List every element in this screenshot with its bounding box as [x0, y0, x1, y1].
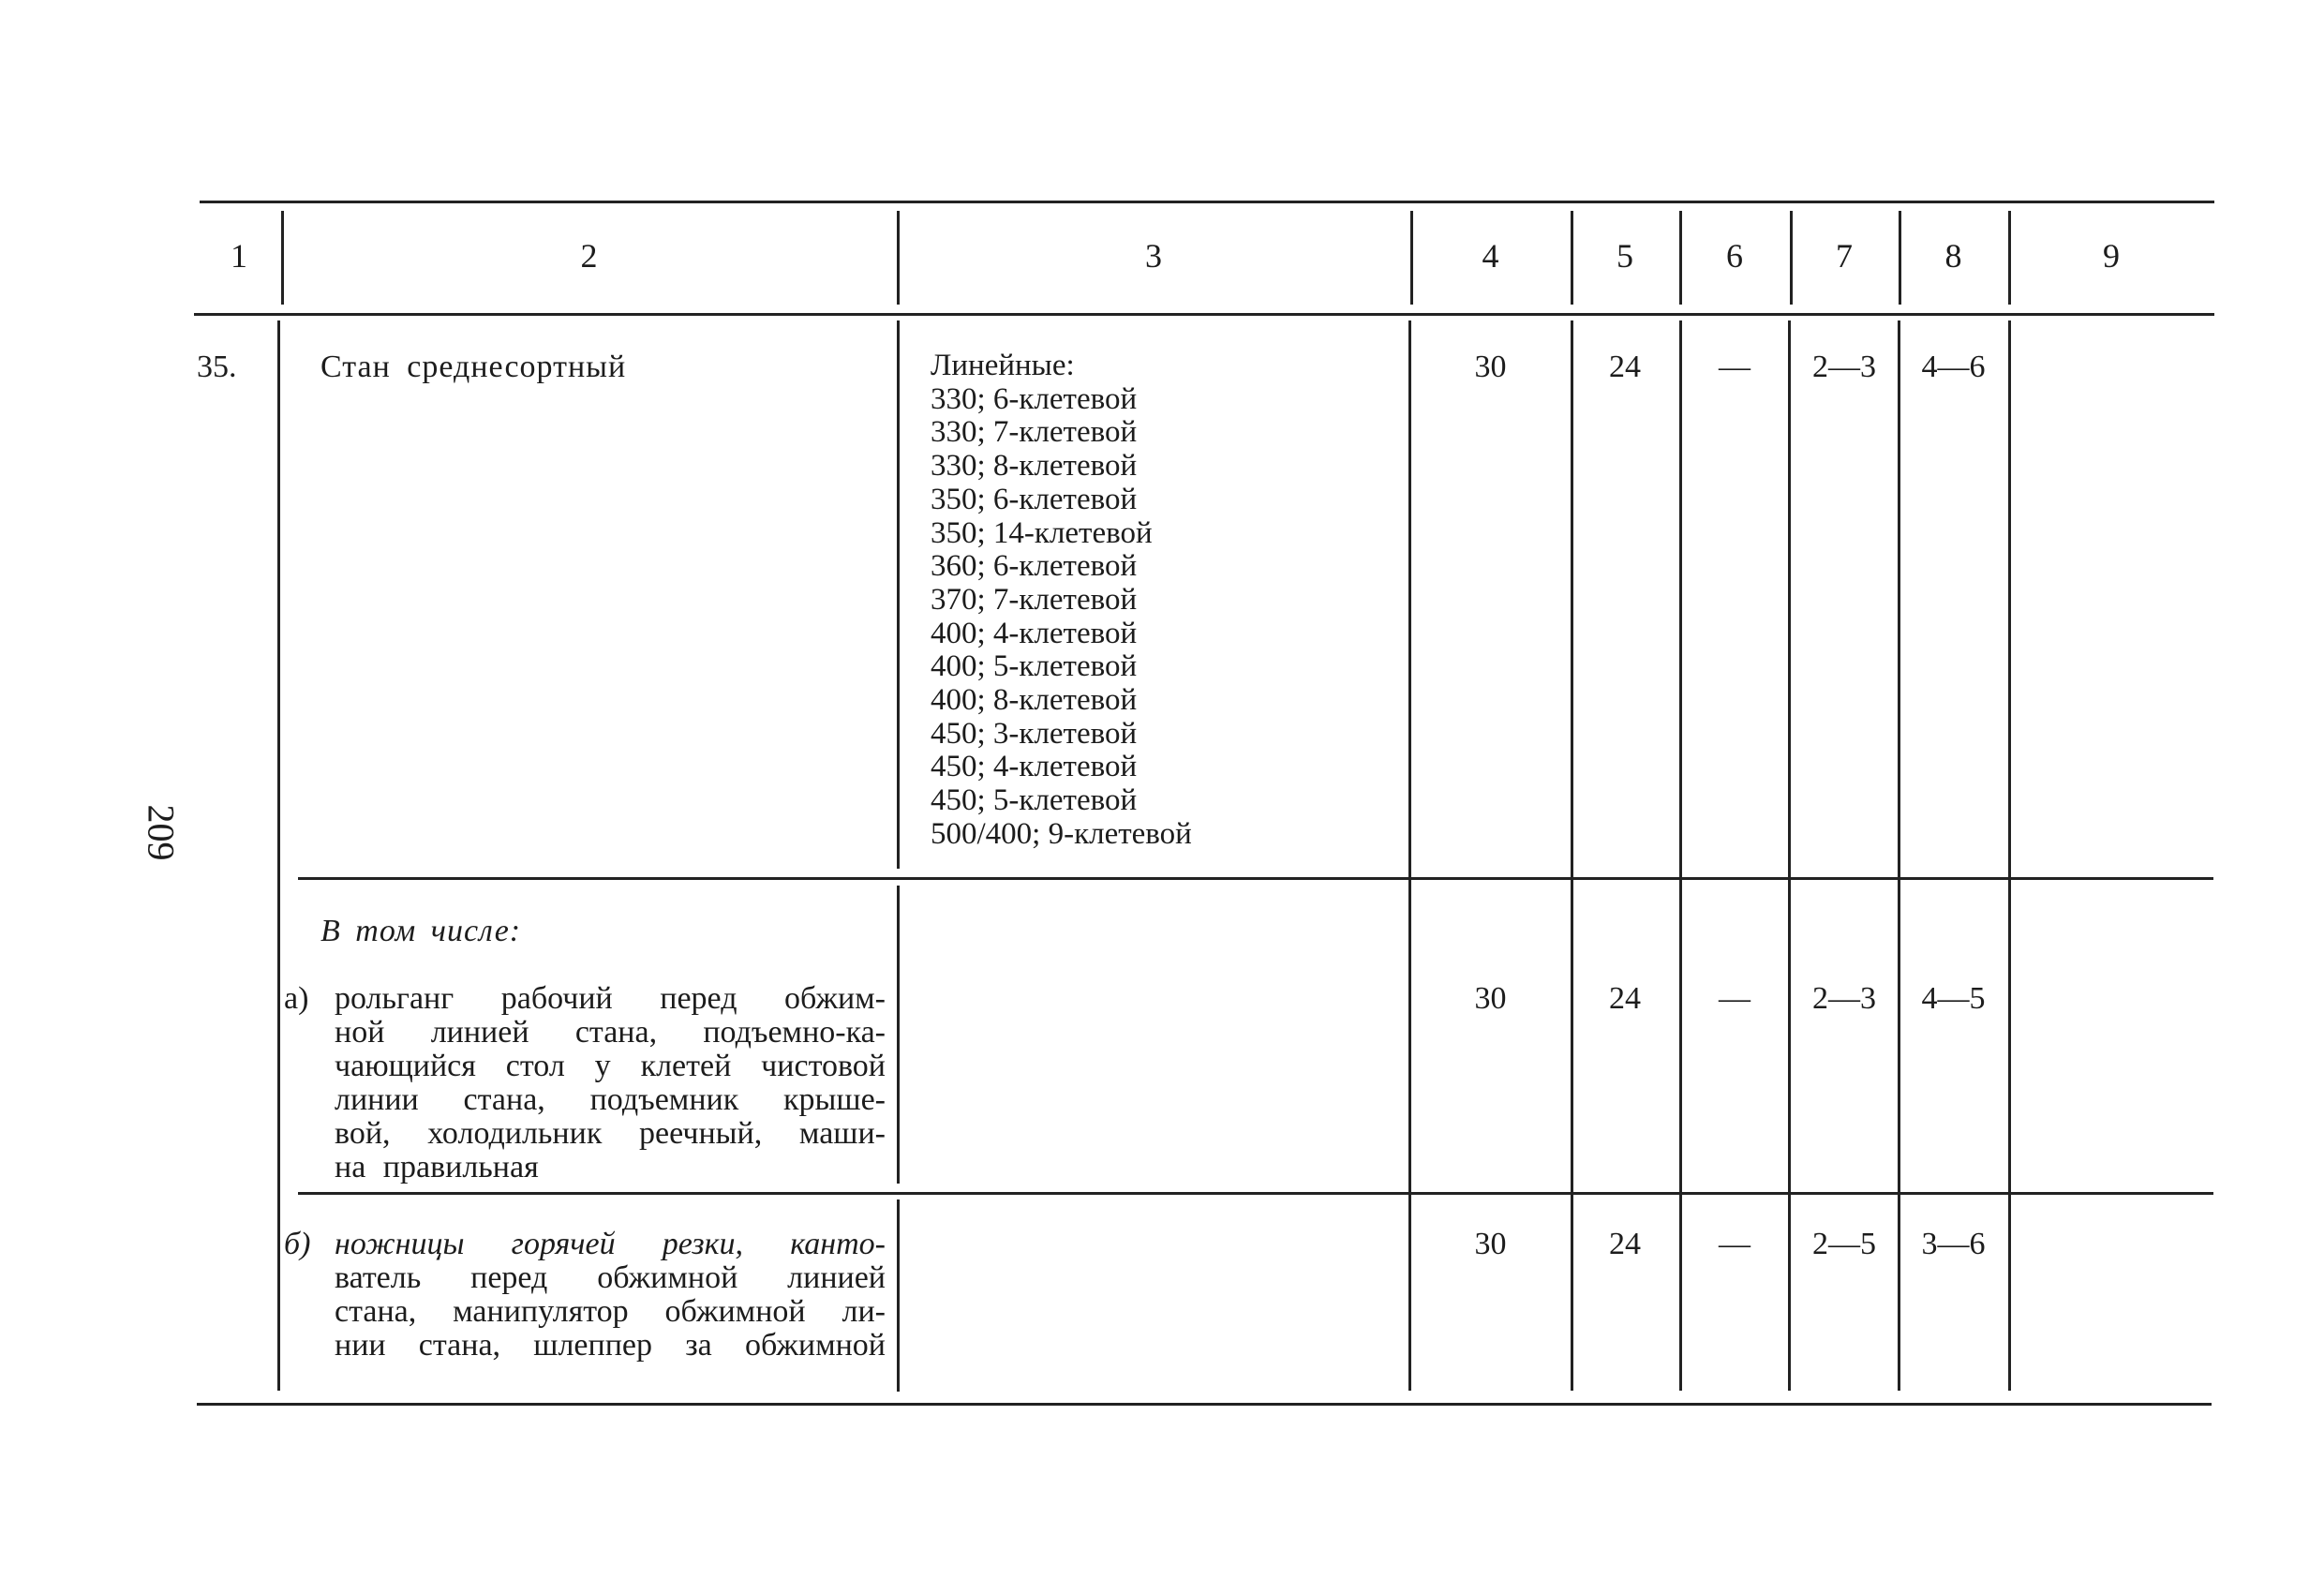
row-a-line: чающийся стол у клетей чистовой: [335, 1049, 886, 1083]
row-b-description: [335, 1228, 886, 1363]
row-b-col7: 2—5: [1812, 1227, 1876, 1261]
table-bottom-rule: [197, 1403, 2212, 1406]
row35-col6: —: [1719, 350, 1750, 384]
row35-types-list: [931, 350, 1192, 852]
header-col-7: 7: [1836, 237, 1853, 275]
row-b-col6: —: [1719, 1227, 1750, 1261]
row-a-line: линии стана, подъемник крыше-: [335, 1082, 886, 1117]
row35-col5: 24: [1609, 350, 1641, 384]
row-a-line: вой, холодильник реечный, маши-: [335, 1116, 886, 1151]
type-item: 450; 5-клетевой: [931, 783, 1138, 818]
type-item: 350; 14-клетевой: [931, 515, 1153, 550]
header-col-8: 8: [1944, 237, 1962, 275]
type-item: 330; 7-клетевой: [931, 415, 1138, 450]
row-b-marker: б): [284, 1227, 311, 1261]
header-bottom-rule: [194, 313, 2214, 316]
col-divider: [897, 1199, 900, 1392]
type-item: 400; 5-клетевой: [931, 649, 1138, 684]
row-a-line: рольганг рабочий перед обжим-: [335, 981, 886, 1016]
types-title: Линейные:: [931, 349, 1075, 382]
col-divider: [277, 320, 280, 1391]
row-b-line: нии стана, шлеппер за обжимной: [335, 1328, 886, 1363]
including-label: В том числе:: [320, 914, 522, 948]
type-item: 350; 6-клетевой: [931, 482, 1138, 516]
row-a-col7: 2—3: [1812, 981, 1876, 1016]
type-item: 330; 8-клетевой: [931, 449, 1138, 484]
row-a-bottom-rule: [298, 1192, 2213, 1195]
col-divider: [2008, 320, 2011, 1391]
col-divider: [897, 320, 900, 869]
type-item: 450; 3-клетевой: [931, 716, 1138, 751]
row-b-col8: 3—6: [1921, 1227, 1986, 1261]
header-col-4: 4: [1482, 237, 1499, 275]
type-item: 370; 7-клетевой: [931, 582, 1138, 617]
row35-col8: 4—6: [1921, 350, 1986, 384]
row-a-description: [335, 982, 886, 1184]
row35-bottom-rule: [298, 877, 2213, 880]
row-a-col4: 30: [1474, 981, 1507, 1016]
row-b-col4: 30: [1474, 1227, 1507, 1261]
type-item: 500/400; 9-клетевой: [931, 816, 1192, 851]
header-col-3: 3: [1145, 237, 1162, 275]
row-a-line: ной линией стана, подъемно-ка-: [335, 1015, 886, 1050]
header-col-9: 9: [2103, 237, 2120, 275]
page-number: 209: [140, 804, 183, 861]
row-b-col5: 24: [1609, 1227, 1641, 1261]
row-a-col5: 24: [1609, 981, 1641, 1016]
header-col-5: 5: [1616, 237, 1633, 275]
row35-col7: 2—3: [1812, 350, 1876, 384]
type-item: 360; 6-клетевой: [931, 549, 1138, 584]
row-a-marker: а): [284, 981, 309, 1016]
table-top-rule: [200, 201, 2214, 203]
row-b-line: ножницы горячей резки, канто-: [335, 1227, 886, 1261]
row-a-col6: —: [1719, 981, 1750, 1016]
type-item: 330; 6-клетевой: [931, 381, 1138, 416]
row-b-line: стана, манипулятор обжимной ли-: [335, 1294, 886, 1329]
type-item: 450; 4-клетевой: [931, 750, 1138, 784]
row-a-line: на правильная: [335, 1150, 539, 1184]
header-col-2: 2: [580, 237, 598, 275]
header-col-1: 1: [231, 237, 247, 275]
type-item: 400; 8-клетевой: [931, 683, 1138, 718]
header-col-6: 6: [1726, 237, 1743, 275]
row35-col4: 30: [1474, 350, 1507, 384]
row-b-line: ватель перед обжимной линией: [335, 1260, 886, 1295]
type-item: 400; 4-клетевой: [931, 616, 1138, 650]
row35-number: 35.: [197, 350, 237, 384]
row35-name: Стан среднесортный: [320, 350, 627, 384]
row-a-col8: 4—5: [1921, 981, 1986, 1016]
col-divider: [897, 886, 900, 1184]
